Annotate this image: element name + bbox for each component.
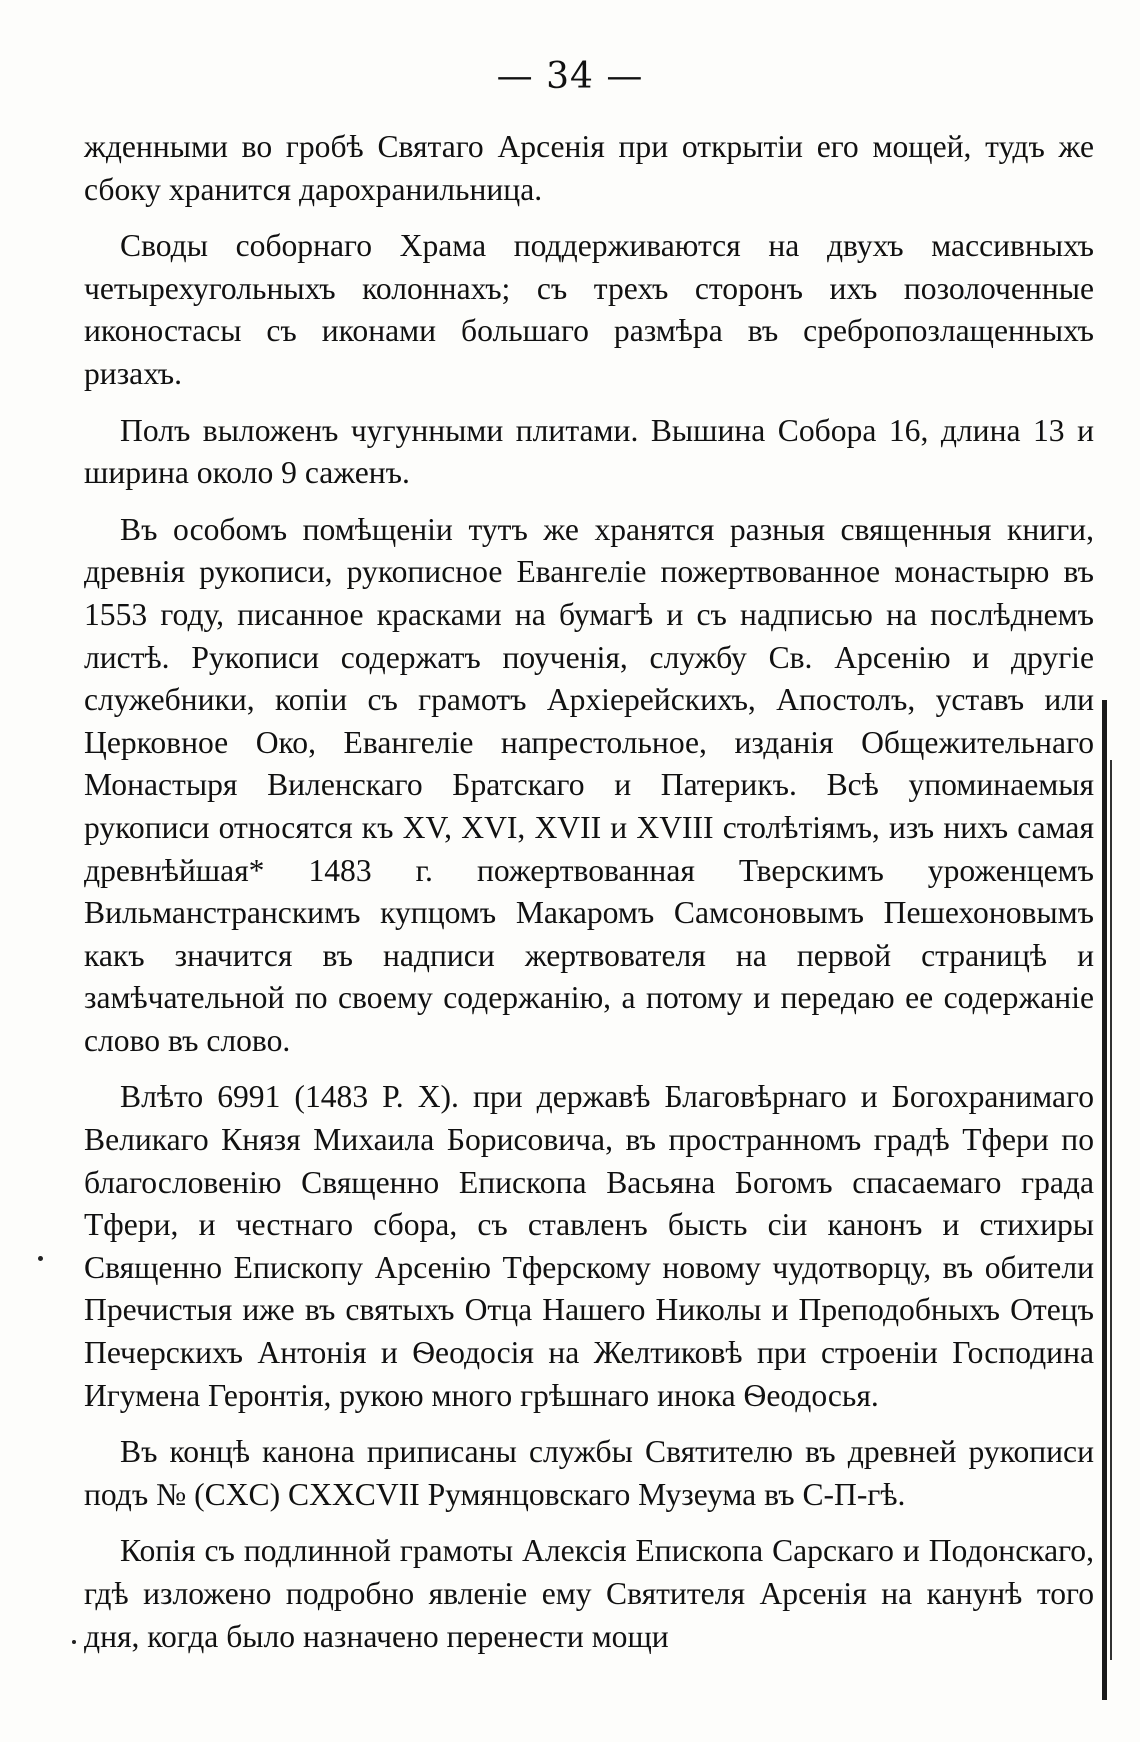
paragraph-4: Въ особомъ помѣщеніи тутъ же хранятся разныя священныя книги, древнія рукописи, рукописное Евангеліе пожертвованное монастырю въ 1553 году, писанное красками на бумагѣ и съ надписью на послѣднемъ листѣ. Рукописи содержатъ поученія, службу Св. Арсенію и другіе служебники, копіи съ грамотъ Архіерейскихъ, Апостолъ, уставъ или Церковное Око, Евангеліе напрестольное, изданія Общежительнаго Монастыря Виленскаго Братскаго и Патерикъ. Всѣ упоминаемыя рукописи относятся къ XV, XVI, XVII и XVIII столѣтіямъ, изъ нихъ самая древнѣйшая* 1483 г. пожертвованная Тверскимъ уроженцемъ Вильманстранскимъ купцомъ Макаромъ Самсоновымъ Пешехоновымъ какъ значится въ надписи жертвователя на первой страницѣ и замѣчательной по своему содержанію, а потому и передаю ее содержаніе слово въ слово. (84, 511, 1094, 1058)
paragraph-3: Полъ выложенъ чугунными плитами. Вышина Собора 16, длина 13 и ширина около 9 саженъ. (84, 412, 1094, 491)
paragraph-6: Въ концѣ канона приписаны службы Святителю въ древней рукописи подъ № (CXC) CXXCVII Румянцовскаго Музеума въ С-П-гѣ. (84, 1434, 1094, 1512)
paragraph-2: Своды соборнаго Храма поддерживаются на двухъ массивныхъ четырехугольныхъ колоннахъ; съ трехъ сторонъ ихъ позолоченные иконостасы съ иконами большаго размѣра въ сребропозлащенныхъ ризахъ. (84, 228, 1094, 391)
page-text (84, 126, 1094, 1672)
paragraph-1: жденными во гробѣ Святаго Арсенія при открытіи его мощей, тудъ же сбоку хранится дарохранильница. (84, 129, 1094, 207)
paragraph-7: Копія съ подлинной грамоты Алексія Епископа Сарскаго и Подонскаго, гдѣ изложено подробно явленіе ему Святителя Арсенія на канунѣ того дня, когда было назначено перенести мощи (84, 1533, 1094, 1654)
ink-speck (72, 1640, 76, 1644)
binding-edge-line (1110, 760, 1112, 1660)
paragraph-5: Влѣто 6991 (1483 Р. X). при державѣ Благовѣрнаго и Богохранимаго Великаго Князя Михаила Борисовича, въ пространномъ градѣ Тфери по благословенію Священно Епископа Васьяна Богомъ спасаемаго града Тфери, и честнаго сбора, съ ставленъ бысть сіи канонъ и стихиры Священно Епископу Арсенію Тферскому новому чудотворцу, въ обители Пречистыя иже въ святыхъ Отца Нашего Николы и Преподобныхъ Отецъ Печерскихъ Антонія и Ѳеодосія на Желтиковѣ при строеніи Господина Игумена Геронтія, рукою много грѣшнаго инока Ѳеодосья. (84, 1079, 1094, 1413)
ink-speck (38, 1256, 43, 1261)
page-number: — 34 — (496, 56, 644, 97)
binding-edge-shadow (1102, 700, 1107, 1700)
